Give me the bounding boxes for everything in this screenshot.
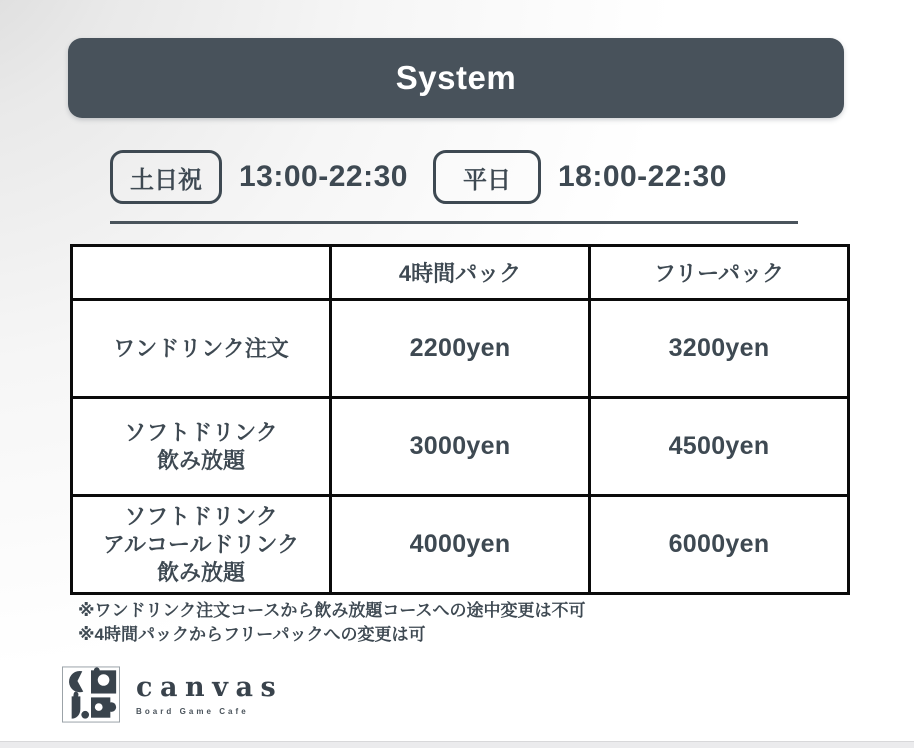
header-cell-empty [72,246,331,300]
system-banner [68,38,844,118]
row-label-soft-drink: ソフトドリンク 飲み放題 [72,398,331,496]
table-header-row [72,246,849,300]
footnote-pack-upgrade-ok: ※4時間パックからフリーパックへの変更は可 [78,625,426,644]
weekday-badge: 平日 [433,150,541,204]
row-label-one-drink: ワンドリンク注文 [72,300,331,398]
price-soft-alcohol-4hour: 4000yen [331,496,590,594]
business-hours-row [110,150,727,204]
canvas-logo-text [136,673,283,716]
price-soft-drink-free: 4500yen [590,398,849,496]
table-row [72,300,849,398]
price-soft-drink-4hour: 3000yen [331,398,590,496]
price-one-drink-4hour: 2200yen [331,300,590,398]
canvas-logo-icon [62,666,120,723]
footnotes [78,599,586,647]
header-cell-free-pack: フリーパック [590,246,849,300]
page-title: System [395,59,517,96]
canvas-logo [62,666,283,723]
weekend-holiday-badge: 土日祝 [110,150,222,204]
pricing-table [70,244,850,595]
price-one-drink-free: 3200yen [590,300,849,398]
hours-divider [110,221,798,224]
table-row [72,398,849,496]
table-row [72,496,849,594]
price-soft-alcohol-free: 6000yen [590,496,849,594]
weekday-time: 18:00-22:30 [557,160,727,193]
row-label-soft-alcohol-drink: ソフトドリンク アルコールドリンク 飲み放題 [72,496,331,594]
footnote-no-course-change: ※ワンドリンク注文コースから飲み放題コースへの途中変更は不可 [78,601,586,620]
header-cell-4hour-pack: 4時間パック [331,246,590,300]
canvas-subtitle: Board Game Cafe [136,707,249,716]
canvas-wordmark: canvas [136,672,284,703]
slide-bottom-edge [0,741,914,748]
weekend-holiday-time: 13:00-22:30 [239,160,408,193]
